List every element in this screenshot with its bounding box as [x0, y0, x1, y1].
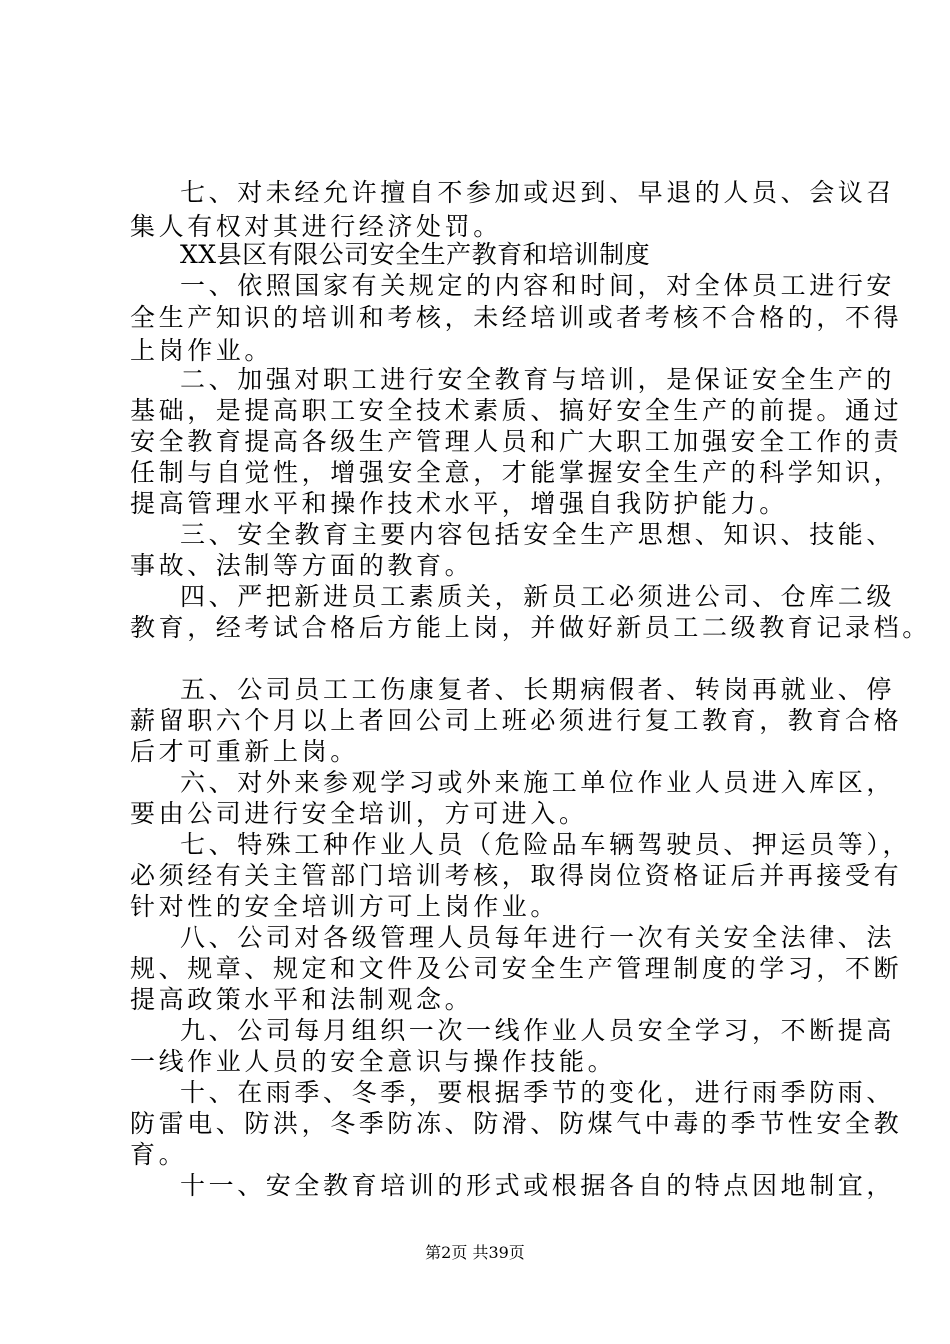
- text-line: 三、安全教育主要内容包括安全生产思想、知识、技能、: [180, 520, 896, 549]
- text-line: 防雷电、防洪，冬季防冻、防滑、防煤气中毒的季节性安全教: [130, 1109, 903, 1138]
- text-line: 提高管理水平和操作技术水平，增强自我防护能力。: [130, 489, 788, 518]
- text-line: 二、加强对职工进行安全教育与培训，是保证安全生产的: [180, 365, 896, 394]
- text-line: 六、对外来参观学习或外来施工单位作业人员进入库区，: [180, 768, 896, 797]
- section-heading: XX县区有限公司安全生产教育和培训制度: [180, 240, 651, 269]
- text-line: 提高政策水平和法制观念。: [130, 985, 474, 1014]
- text-line: 必须经有关主管部门培训考核，取得岗位资格证后并再接受有: [130, 861, 903, 890]
- text-line: 规、规章、规定和文件及公司安全生产管理制度的学习，不断: [130, 954, 903, 983]
- text-line: 基础，是提高职工安全技术素质、搞好安全生产的前提。通过: [130, 396, 903, 425]
- text-line: 针对性的安全培训方可上岗作业。: [130, 892, 560, 921]
- text-line: 教育，经考试合格后方能上岗，并做好新员工二级教育记录档。: [130, 613, 931, 642]
- text-line: 安全教育提高各级生产管理人员和广大职工加强安全工作的责: [130, 427, 903, 456]
- text-line: 四、严把新进员工素质关，新员工必须进公司、仓库二级: [180, 582, 896, 611]
- text-line: 十一、安全教育培训的形式或根据各自的特点因地制宜，: [180, 1171, 896, 1200]
- text-line: 七、特殊工种作业人员（危险品车辆驾驶员、押运员等），: [180, 830, 912, 859]
- text-line: 要由公司进行安全培训，方可进入。: [130, 799, 588, 828]
- text-line: 一线作业人员的安全意识与操作技能。: [130, 1047, 617, 1076]
- text-line: 九、公司每月组织一次一线作业人员安全学习，不断提高: [180, 1016, 896, 1045]
- text-line: 七、对未经允许擅自不参加或迟到、早退的人员、会议召: [180, 178, 896, 207]
- text-line: 上岗作业。: [130, 336, 274, 365]
- text-line: 育。: [130, 1140, 188, 1169]
- text-line: 五、公司员工工伤康复者、长期病假者、转岗再就业、停: [180, 675, 896, 704]
- text-line: 一、依照国家有关规定的内容和时间，对全体员工进行安: [180, 271, 896, 300]
- text-line: 八、公司对各级管理人员每年进行一次有关安全法律、法: [180, 923, 896, 952]
- page-number-footer: 第2页 共39页: [425, 1243, 525, 1262]
- text-line: 集人有权对其进行经济处罚。: [130, 212, 502, 241]
- text-line: 后才可重新上岗。: [130, 737, 359, 766]
- text-line: 任制与自觉性，增强安全意，才能掌握安全生产的科学知识，: [130, 458, 903, 487]
- text-line: 全生产知识的培训和考核，未经培训或者考核不合格的，不得: [130, 303, 903, 332]
- text-line: 薪留职六个月以上者回公司上班必须进行复工教育，教育合格: [130, 706, 903, 735]
- text-line: 十、在雨季、冬季，要根据季节的变化，进行雨季防雨、: [180, 1078, 896, 1107]
- text-line: 事故、法制等方面的教育。: [130, 551, 474, 580]
